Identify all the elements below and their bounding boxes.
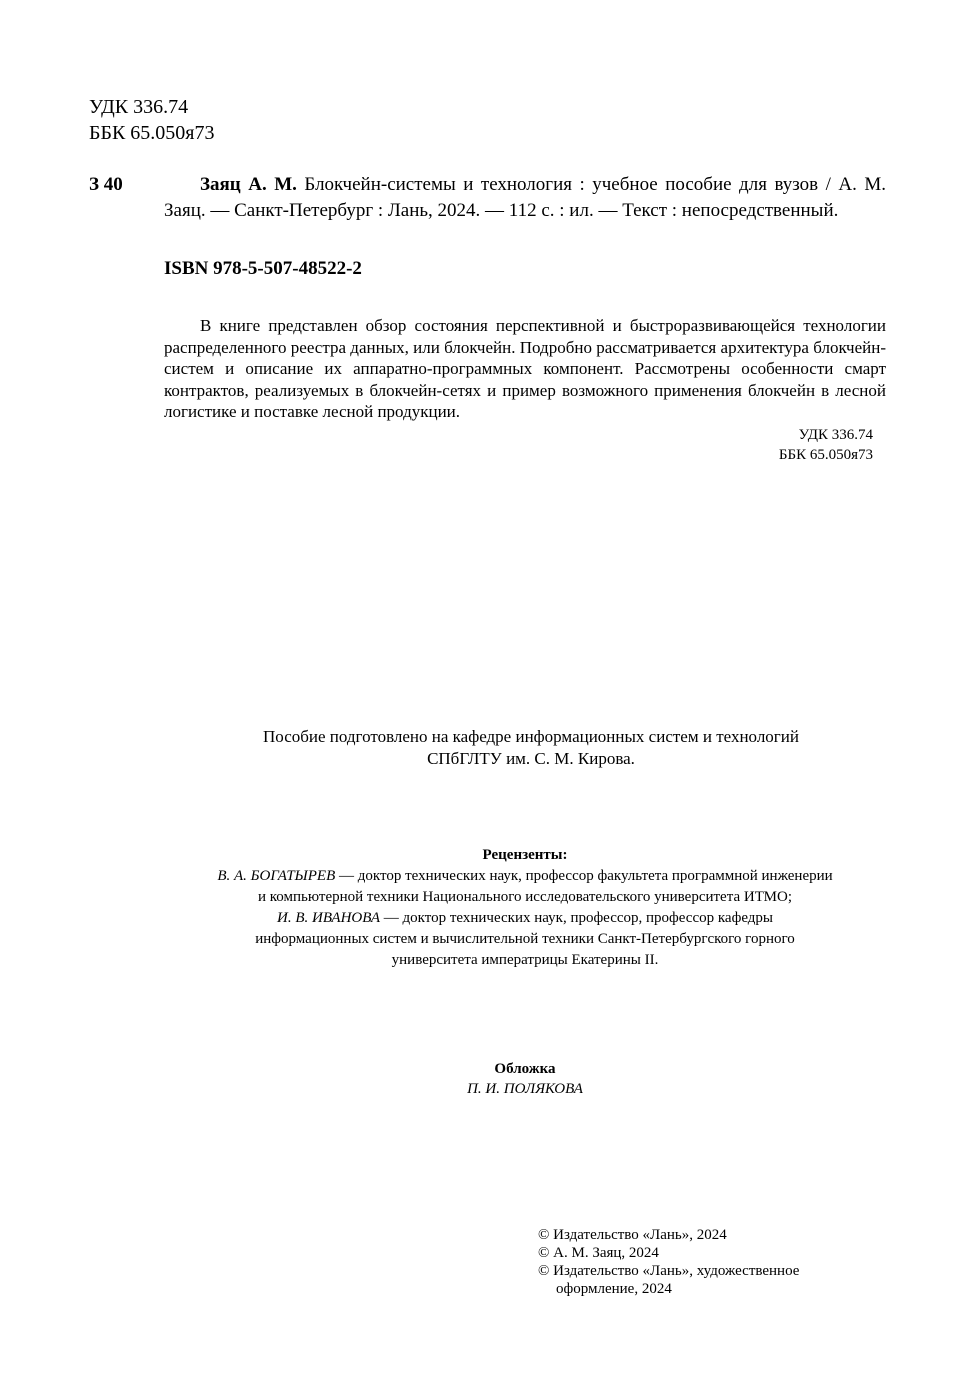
reviewer-2-line-1: [164, 908, 886, 929]
reviewer-1-line-1: [164, 866, 886, 887]
cover-block: [164, 1059, 886, 1099]
annotation-udk: УДК 336.74: [798, 427, 873, 443]
isbn: ISBN 978-5-507-48522-2: [164, 258, 362, 279]
reviewer-2-desc-3: университета императрицы Екатерины II.: [391, 952, 659, 968]
copyright-line-2: © А. М. Заяц, 2024: [538, 1245, 659, 1261]
top-bbk: ББК 65.050я73: [89, 122, 215, 144]
annotation-classification-codes: [740, 425, 873, 465]
reviewer-1-desc-2: и компьютерной техники Национального исследовательского университета ИТМО;: [258, 889, 792, 905]
copyright-block: [538, 1226, 858, 1298]
annotation-text: В книге представлен обзор состояния перспективной и быстроразвивающейся технологии распределенного реестра данных, или блокчейн. Подробно рассматривается архитектура блокчейн-систем и описание их аппаратно-программных компонент. Рассмотрены особенности смарт контрактов, реализуемых в блокчейн-сетях и пример возможного применения блокчейн в лесной логистике и поставке лесной продукции.: [164, 316, 886, 421]
prepared-note: [164, 726, 898, 770]
annotation-bbk: ББК 65.050я73: [778, 447, 873, 463]
author-mark: З 40: [89, 174, 123, 195]
reviewer-2-name: И. В. ИВАНОВА: [277, 910, 381, 926]
reviewer-2-desc-1: — доктор технических наук, профессор, профессор кафедры: [380, 910, 773, 926]
prepared-line-1: Пособие подготовлено на кафедре информационных систем и технологий: [263, 727, 799, 746]
reviewers-block: [164, 845, 886, 971]
top-classification-codes: [89, 94, 215, 146]
cover-heading: Обложка: [494, 1061, 556, 1077]
top-udk: УДК 336.74: [89, 96, 189, 118]
author-name: Заяц А. М.: [200, 174, 297, 195]
reviewer-1-name: В. А. БОГАТЫРЕВ: [217, 868, 336, 884]
cover-designer-name: П. И. ПОЛЯКОВА: [467, 1081, 583, 1097]
copyright-line-1: © Издательство «Лань», 2024: [538, 1227, 727, 1243]
reviewer-2-desc-2: информационных систем и вычислительной техники Санкт-Петербургского горного: [255, 931, 795, 947]
reviewer-1-desc-1: — доктор технических наук, профессор факультета программной инженерии: [335, 868, 833, 884]
copyright-line-3: © Издательство «Лань», художественное: [538, 1263, 800, 1279]
prepared-line-2: СПбГЛТУ им. С. М. Кирова.: [427, 749, 635, 768]
bibliographic-record: [164, 172, 886, 224]
copyright-line-4: оформление, 2024: [556, 1281, 672, 1297]
reviewers-heading: Рецензенты:: [482, 847, 568, 863]
bibliographic-description: Блокчейн-системы и технология : учебное пособие для вузов / А. М. Заяц. — Санкт-Петербург : Лань, 2024. — 112 с. : ил. — Текст : непосредственный.: [164, 174, 886, 221]
